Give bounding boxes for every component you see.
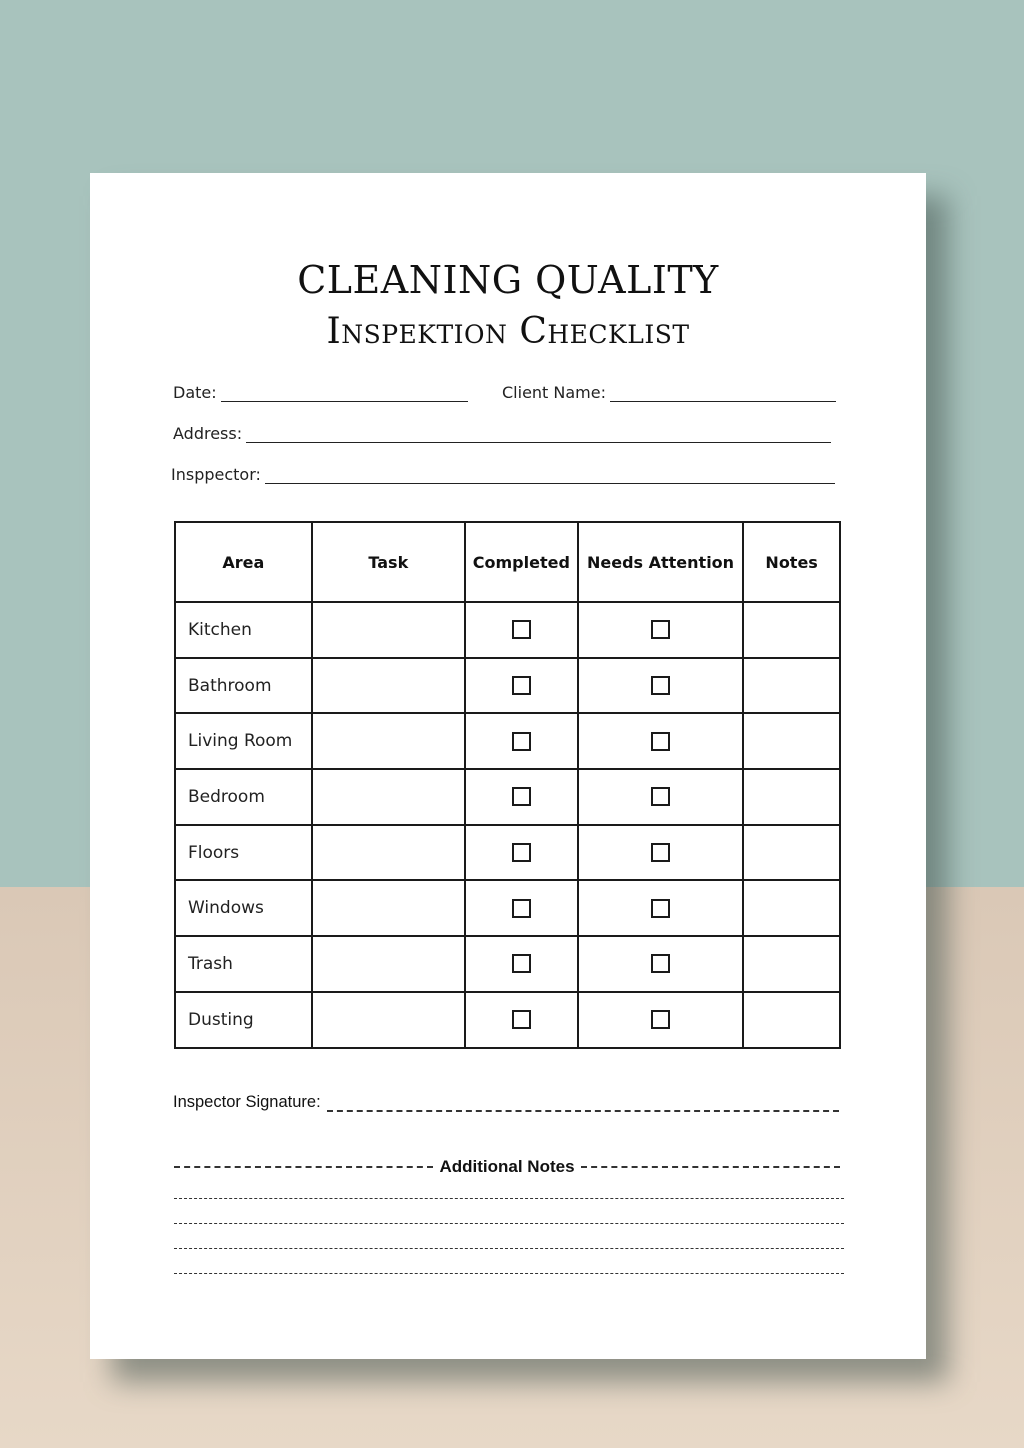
task-cell[interactable] <box>312 825 465 881</box>
header-area: Area <box>175 522 312 602</box>
date-field[interactable] <box>173 383 468 402</box>
table-row <box>175 602 840 658</box>
header-task: Task <box>312 522 465 602</box>
completed-checkbox[interactable] <box>512 843 531 862</box>
needs-attention-checkbox[interactable] <box>651 787 670 806</box>
notes-header-dash-left <box>174 1166 433 1168</box>
additional-notes-header <box>174 1157 840 1177</box>
completed-checkbox[interactable] <box>512 620 531 639</box>
inspector-signature-field[interactable] <box>173 1093 839 1112</box>
table-row <box>175 936 840 992</box>
header-completed: Completed <box>465 522 578 602</box>
notes-cell[interactable] <box>743 658 840 714</box>
notes-cell[interactable] <box>743 602 840 658</box>
area-cell: Floors <box>175 825 312 881</box>
client-name-field[interactable] <box>502 383 836 402</box>
table-row <box>175 992 840 1048</box>
task-cell[interactable] <box>312 992 465 1048</box>
notes-line[interactable] <box>174 1273 844 1274</box>
area-cell: Living Room <box>175 713 312 769</box>
table-row <box>175 825 840 881</box>
notes-cell[interactable] <box>743 769 840 825</box>
inspector-line <box>265 470 835 484</box>
inspector-signature-label: Inspector Signature: <box>173 1093 321 1111</box>
task-cell[interactable] <box>312 880 465 936</box>
address-field[interactable] <box>173 424 831 443</box>
table-header-row <box>175 522 840 602</box>
table-row <box>175 880 840 936</box>
title-line-1: CLEANING QUALITY <box>297 258 719 302</box>
task-cell[interactable] <box>312 936 465 992</box>
inspector-label: Insppector: <box>171 465 261 484</box>
task-cell[interactable] <box>312 658 465 714</box>
inspector-field[interactable] <box>171 465 835 484</box>
notes-line[interactable] <box>174 1248 844 1249</box>
notes-cell[interactable] <box>743 936 840 992</box>
task-cell[interactable] <box>312 769 465 825</box>
title-line-2: Inspektion Checklist <box>326 311 690 352</box>
needs-attention-checkbox[interactable] <box>651 954 670 973</box>
needs-attention-checkbox[interactable] <box>651 899 670 918</box>
area-cell: Kitchen <box>175 602 312 658</box>
notes-header-dash-right <box>581 1166 840 1168</box>
address-label: Address: <box>173 424 243 443</box>
table-row <box>175 769 840 825</box>
completed-checkbox[interactable] <box>512 954 531 973</box>
client-name-label: Client Name: <box>502 383 606 402</box>
notes-line[interactable] <box>174 1198 844 1199</box>
completed-checkbox[interactable] <box>512 676 531 695</box>
completed-checkbox[interactable] <box>512 787 531 806</box>
completed-checkbox[interactable] <box>512 1010 531 1029</box>
notes-line[interactable] <box>174 1223 844 1224</box>
signature-line <box>327 1098 839 1112</box>
completed-checkbox[interactable] <box>512 899 531 918</box>
address-line <box>246 429 831 443</box>
notes-cell[interactable] <box>743 992 840 1048</box>
table-row <box>175 658 840 714</box>
header-notes: Notes <box>743 522 840 602</box>
checklist-sheet <box>90 173 926 1359</box>
checklist-table <box>174 521 841 1049</box>
client-name-line <box>610 388 836 402</box>
area-cell: Trash <box>175 936 312 992</box>
task-cell[interactable] <box>312 713 465 769</box>
needs-attention-checkbox[interactable] <box>651 620 670 639</box>
date-line <box>221 388 468 402</box>
area-cell: Bedroom <box>175 769 312 825</box>
task-cell[interactable] <box>312 602 465 658</box>
needs-attention-checkbox[interactable] <box>651 1010 670 1029</box>
area-cell: Bathroom <box>175 658 312 714</box>
additional-notes-label: Additional Notes <box>439 1157 575 1176</box>
needs-attention-checkbox[interactable] <box>651 676 670 695</box>
notes-cell[interactable] <box>743 713 840 769</box>
header-needs-attention: Needs Attention <box>578 522 743 602</box>
date-label: Date: <box>173 383 217 402</box>
completed-checkbox[interactable] <box>512 732 531 751</box>
needs-attention-checkbox[interactable] <box>651 843 670 862</box>
needs-attention-checkbox[interactable] <box>651 732 670 751</box>
table-row <box>175 713 840 769</box>
area-cell: Windows <box>175 880 312 936</box>
area-cell: Dusting <box>175 992 312 1048</box>
notes-cell[interactable] <box>743 880 840 936</box>
notes-cell[interactable] <box>743 825 840 881</box>
